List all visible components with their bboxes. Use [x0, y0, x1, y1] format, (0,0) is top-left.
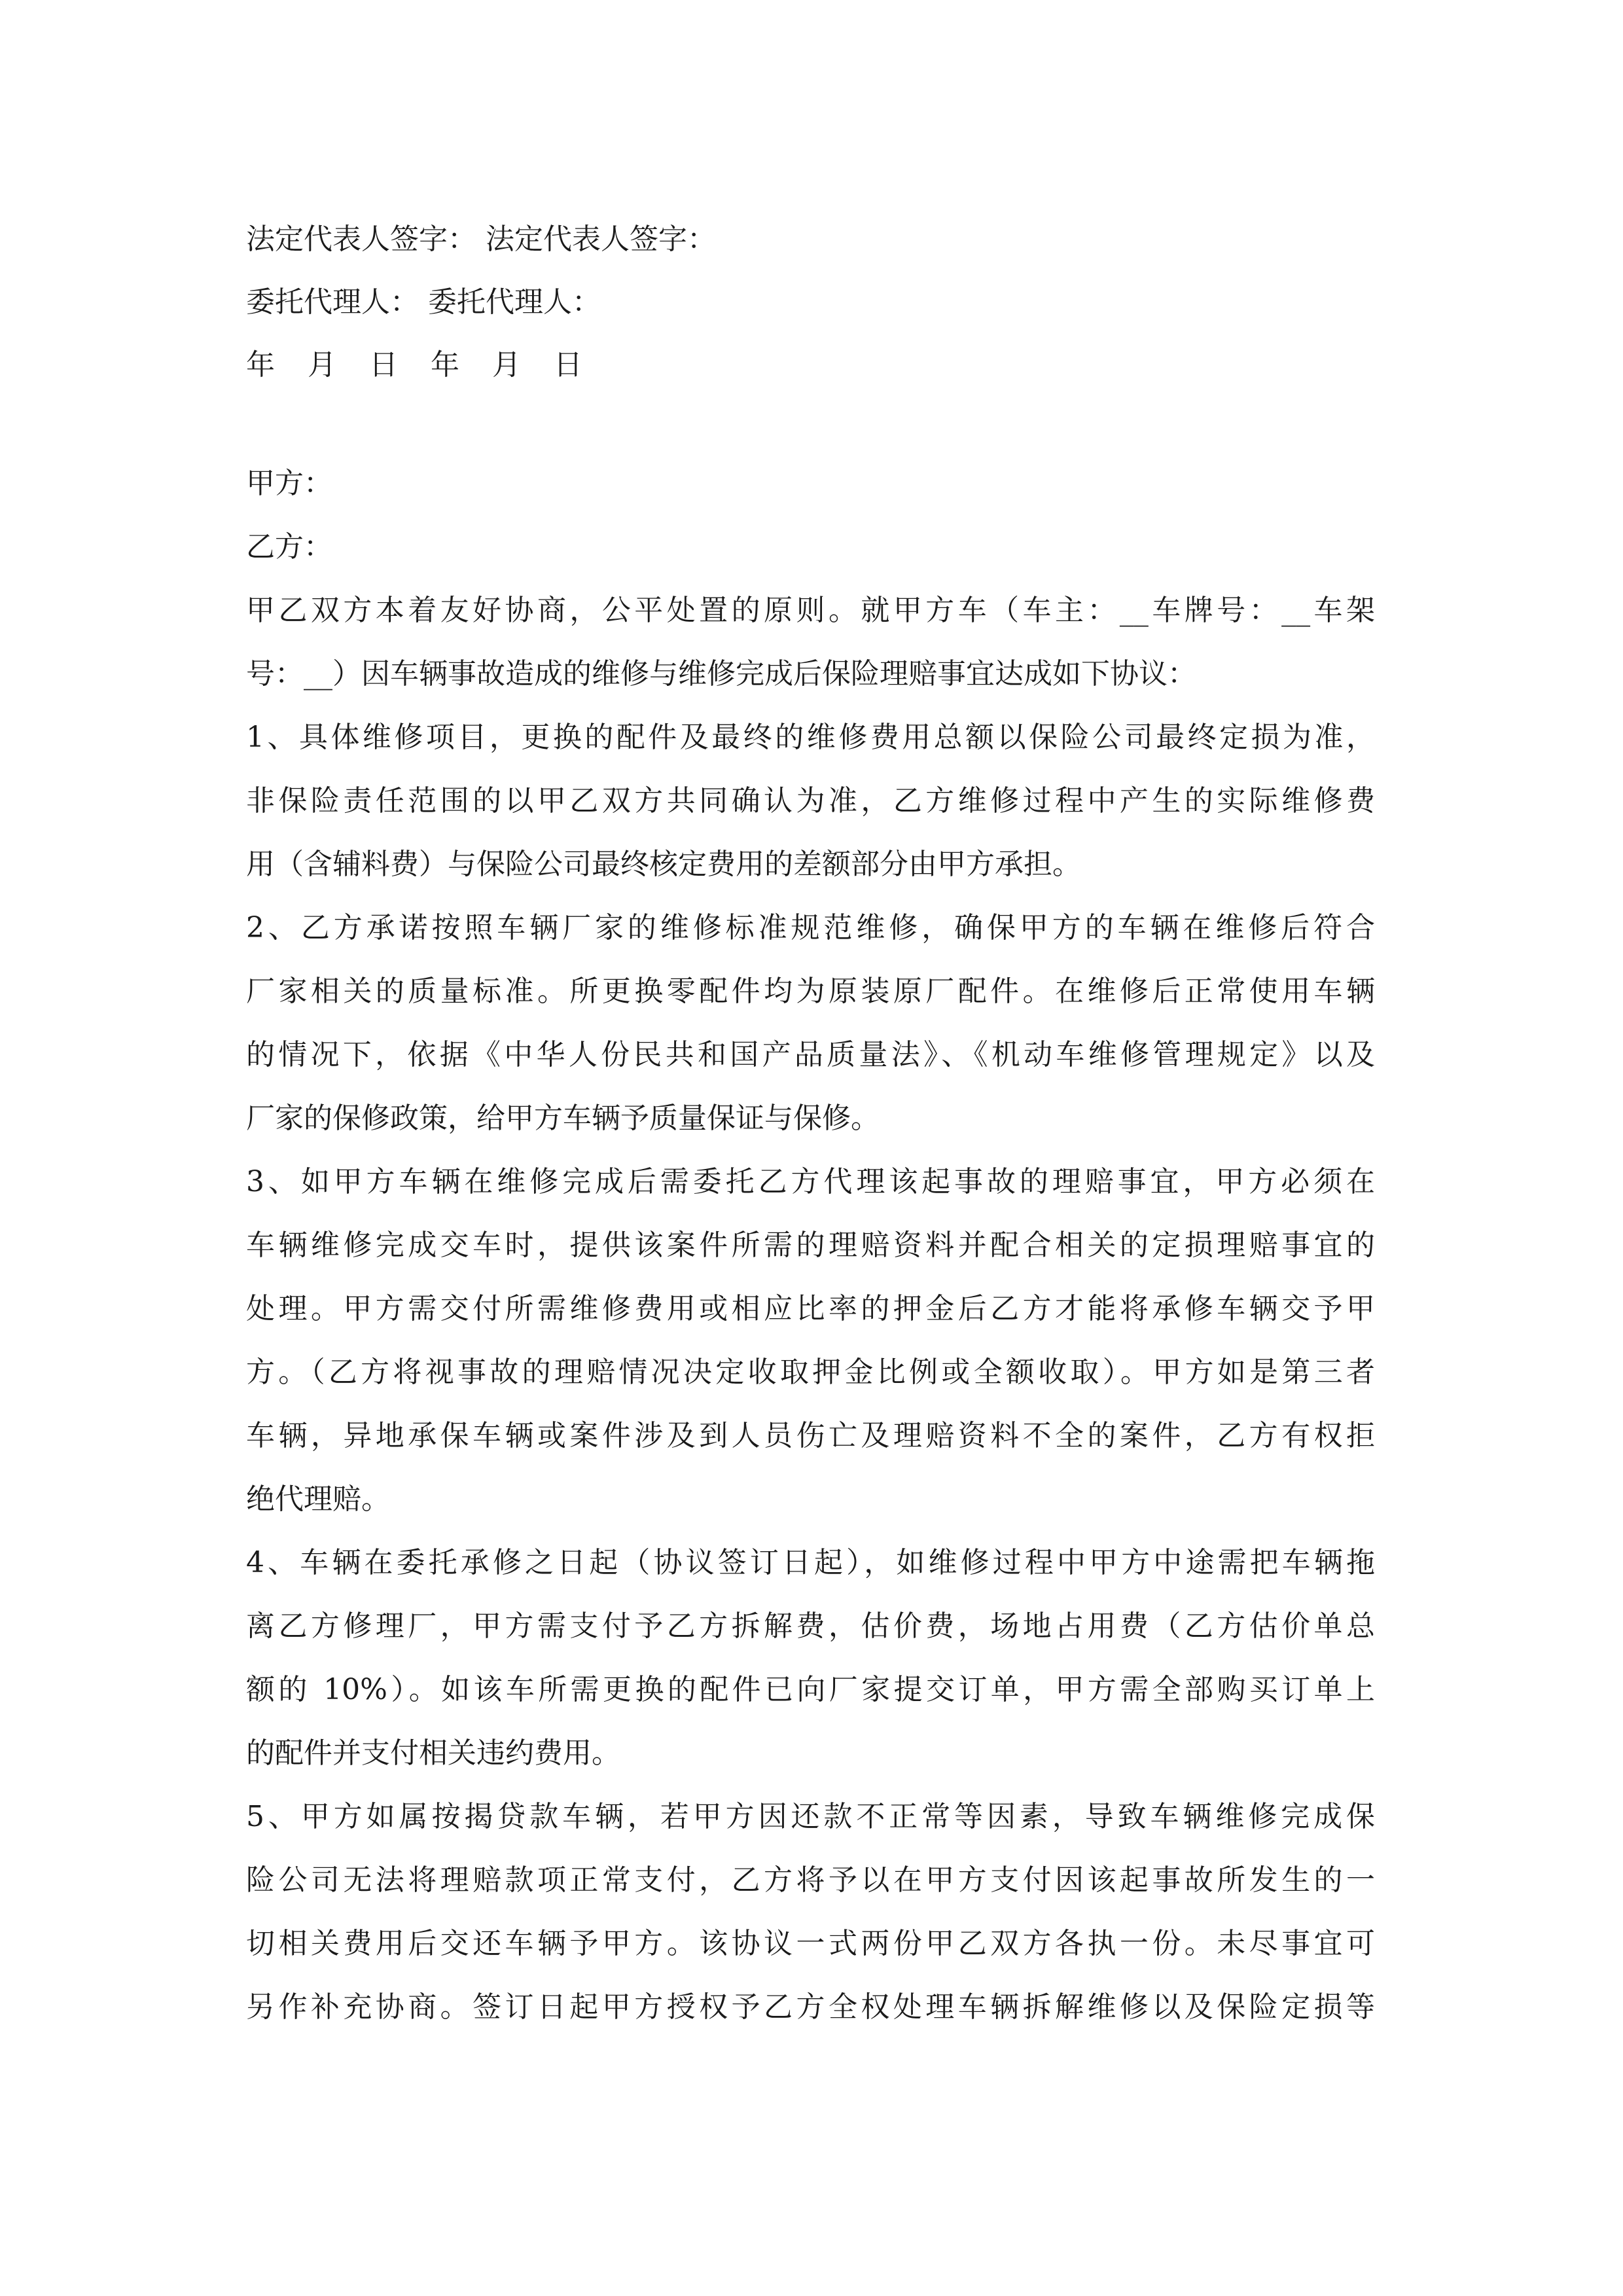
- intro-line-2: 号：__）因车辆事故造成的维修与维修完成后保险理赔事宜达成如下协议：: [246, 657, 1196, 691]
- clause-3: [246, 1150, 1375, 1531]
- clause-3-line-4: 方。（乙方将视事故的理赔情况决定收取押金比例或全额收取）。甲方如是第三者: [246, 1355, 1375, 1389]
- clause-1: [246, 706, 1375, 896]
- clause-5-line-2: 险公司无法将理赔款项正常支付，乙方将予以在甲方支付因该起事故所发生的一: [246, 1863, 1375, 1897]
- intro-paragraph: [246, 579, 1375, 706]
- clause-3-line-5: 车辆，异地承保车辆或案件涉及到人员伤亡及理赔资料不全的案件，乙方有权拒: [246, 1419, 1375, 1452]
- clause-4-line-4: 的配件并支付相关违约费用。: [246, 1736, 620, 1770]
- clause-1-line-1: 1、具体维修项目，更换的配件及最终的维修费用总额以保险公司最终定损为准，: [246, 721, 1375, 754]
- authorized-agent-line: 委托代理人： 委托代理人：: [246, 285, 601, 319]
- clause-2-line-2: 厂家相关的质量标准。所更换零配件均为原装原厂配件。在维修后正常使用车辆: [246, 975, 1375, 1008]
- clause-5-line-1: 5、甲方如属按揭贷款车辆，若甲方因还款不正常等因素，导致车辆维修完成保: [246, 1800, 1375, 1833]
- agreement-body: [246, 452, 1375, 2039]
- legal-representative-signature-line: 法定代表人签字： 法定代表人签字：: [246, 223, 716, 256]
- clause-3-line-6: 绝代理赔。: [246, 1482, 390, 1516]
- clause-2-line-1: 2、乙方承诺按照车辆厂家的维修标准规范维修，确保甲方的车辆在维修后符合: [246, 911, 1375, 944]
- clause-1-line-3: 用（含辅料费）与保险公司最终核定费用的差额部分由甲方承担。: [246, 848, 1081, 881]
- party-b-label: 乙方：: [246, 530, 332, 564]
- clause-4-line-2: 离乙方修理厂，甲方需支付予乙方拆解费，估价费，场地占用费（乙方估价单总: [246, 1609, 1375, 1643]
- clause-4: [246, 1531, 1375, 1785]
- date-line: 年 月 日 年 月 日: [246, 348, 594, 382]
- clause-5-line-3: 切相关费用后交还车辆予甲方。该协议一式两份甲乙双方各执一份。未尽事宜可: [246, 1927, 1375, 1960]
- party-a-label: 甲方：: [246, 467, 332, 500]
- clause-2: [246, 896, 1375, 1150]
- clause-5-line-4: 另作补充协商。签订日起甲方授权予乙方全权处理车辆拆解维修以及保险定损等: [246, 1990, 1375, 2024]
- clause-3-line-1: 3、如甲方车辆在维修完成后需委托乙方代理该起事故的理赔事宜，甲方必须在: [246, 1165, 1375, 1198]
- clause-5: [246, 1785, 1375, 2039]
- clause-1-line-2: 非保险责任范围的以甲乙双方共同确认为准，乙方维修过程中产生的实际维修费: [246, 784, 1375, 817]
- clause-3-line-2: 车辆维修完成交车时，提供该案件所需的理赔资料并配合相关的定损理赔事宜的: [246, 1229, 1375, 1262]
- clause-4-line-3: 额的 10%）。如该车所需更换的配件已向厂家提交订单，甲方需全部购买订单上: [246, 1673, 1375, 1706]
- intro-line-1: 甲乙双方本着友好协商，公平处置的原则。就甲方车（车主：__车牌号：__车架: [246, 594, 1375, 627]
- clause-3-line-3: 处理。甲方需交付所需维修费用或相应比率的押金后乙方才能将承修车辆交予甲: [246, 1292, 1375, 1325]
- clause-4-line-1: 4、车辆在委托承修之日起（协议签订日起），如维修过程中甲方中途需把车辆拖: [246, 1546, 1375, 1579]
- clause-2-line-4: 厂家的保修政策，给甲方车辆予质量保证与保修。: [246, 1102, 880, 1135]
- signature-block: [246, 208, 1359, 397]
- clause-2-line-3: 的情况下，依据《中华人份民共和国产品质量法》、《机动车维修管理规定》以及: [246, 1038, 1375, 1071]
